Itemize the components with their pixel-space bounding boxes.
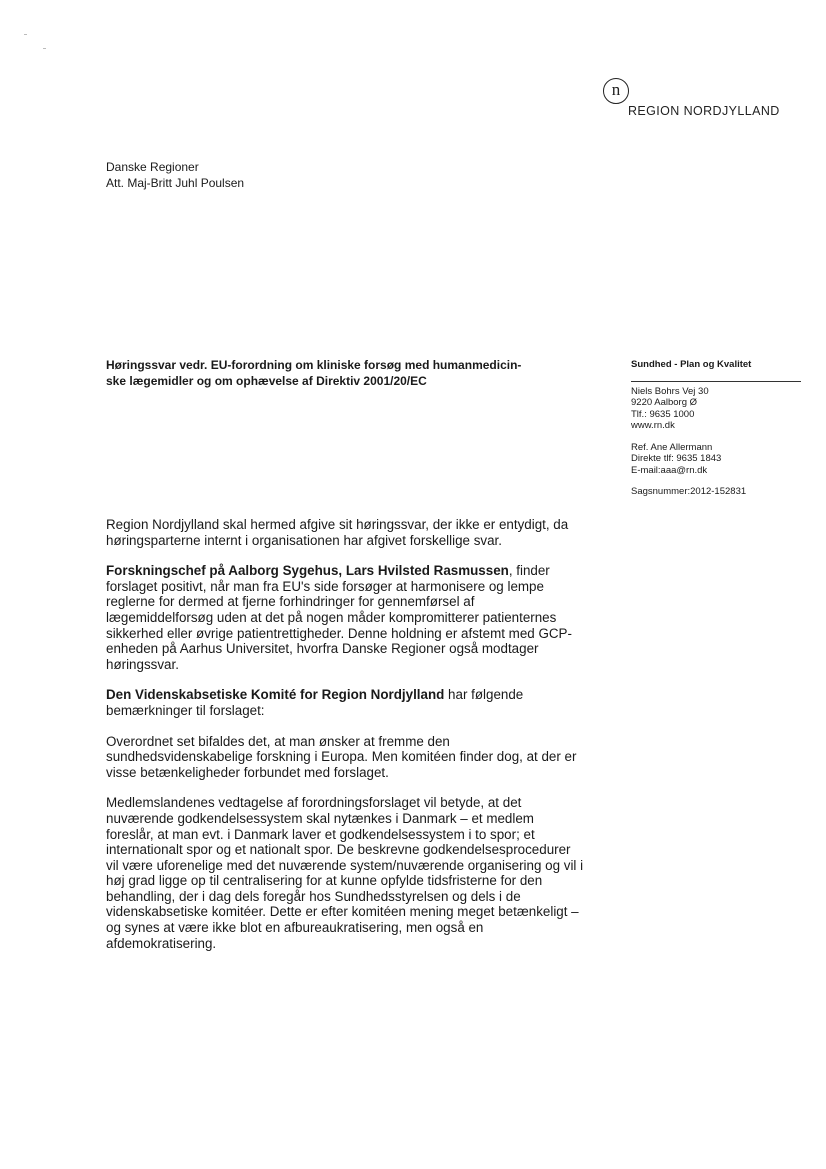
scan-artifact [24,34,27,35]
contact-ref: Ref. Ane Allermann [631,441,713,453]
paragraph-4: Overordnet set bifaldes det, at man ønsker at fremme den sundhedsvidenskabelige forskning i Europa. Men komitéen finder dog, at der er visse betænkeligheder forbundet med forslaget. [106,733,577,780]
contact-email: E-mail:aaa@rn.dk [631,464,708,476]
case-number: Sagsnummer:2012-152831 [631,486,747,497]
paragraph-3-bold: Den Videnskabsetiske Komité for Region Nordjylland [106,687,445,703]
address-phone: Tlf.: 9635 1000 [631,408,695,420]
subject-line-1: Høringssvar vedr. EU-forordning om kliniske forsøg med humanmedicin- [106,358,522,372]
organization-name: REGION NORDJYLLAND [628,104,780,118]
paragraph-2-bold: Forskningschef på Aalborg Sygehus, Lars Hvilsted Rasmussen [106,563,509,579]
sender-sidebar [631,359,811,498]
region-logo [603,78,803,122]
logo-mark-icon: n [603,78,629,104]
address-city: 9220 Aalborg Ø [631,397,698,408]
contact-info [631,442,811,477]
paragraph-3 [106,687,584,718]
address-web: www.rn.dk [631,420,675,431]
department-name: Sundhed - Plan og Kvalitet [631,359,801,382]
address-street: Niels Bohrs Vej 30 [631,385,709,397]
recipient-line-1: Danske Regioner [106,160,199,174]
paragraph-3-text: har følgende bemærkninger til forslaget: [106,687,524,718]
recipient-line-2: Att. Maj-Britt Juhl Poulsen [106,176,245,190]
paragraph-5: Medlemslandenes vedtagelse af forordningsforslaget vil betyde, at det nuværende godkendelsessystem skal nytænkes i Danmark – et medlem foreslår, at man evt. i Danmark laver et godkendelsessystem i to spor; et internationalt spor og et nationalt spor. De beskrevne godkendelsesprocedurer vil være uforenelige med det nuværende system/nuværende organisering og vil i høj grad ligge op til centralisering for at kunne opfylde tidsfristerne for den behandling, der i dag dels foregår hos Sundhedsstyrelsen og dels i de videnskabsetiske komitéer. Dette er efter komitéen mening meget betænkeligt – og synes at være ikke blot en afbureaukratisering, men også en afdemokratisering. [106,795,584,951]
letter-body [106,517,584,966]
paragraph-1: Region Nordjylland skal hermed afgive sit høringssvar, der ikke er entydigt, da høringsparterne internt i organisationen har afgivet forskellige svar. [106,517,569,548]
paragraph-2 [106,563,584,672]
paragraph-2-text: , finder forslaget positivt, når man fra EU's side forsøger at harmonisere og lempe reglerne for dermed at fjerne forhindringer for gennemførsel af lægemiddelforsøg uden at det på nogen måder kompromitterer patienternes sikkerhed eller øvrige patientrettigheder. Denne holdning er afstemt med GCP-enheden på Aarhus Universitet, hvorfra Danske Regioner også modtager høringssvar. [106,563,572,672]
subject-line-2: ske lægemidler og om ophævelse af Direktiv 2001/20/EC [106,374,427,388]
scan-artifact [43,48,46,49]
letter-subject [106,357,576,389]
recipient-address [106,159,244,191]
contact-direct-phone: Direkte tlf: 9635 1843 [631,453,722,464]
sender-address [631,386,811,432]
